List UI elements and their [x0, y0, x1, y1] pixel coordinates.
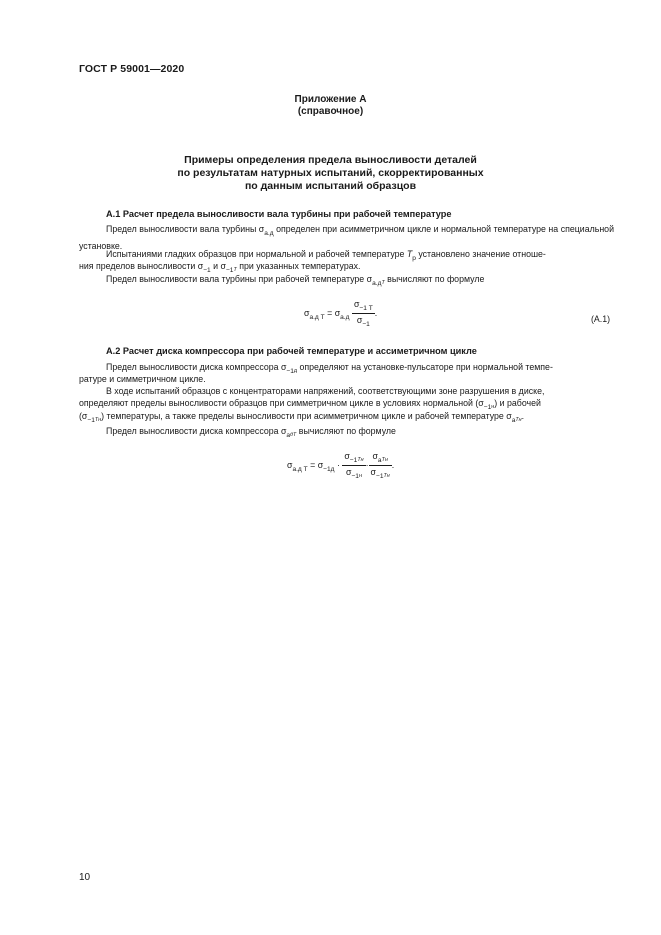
main-title-line-1: Примеры определения предела выносливости деталей — [184, 154, 477, 166]
paragraph-a2-3: Предел выносливости диска компрессора $\sigma_{адT}$ вычисляют по формуле — [106, 426, 396, 439]
paragraph-a1-3: Предел выносливости вала турбины при рабочей температуре $\sigma_{а.дT}$ вычисляют по формуле — [106, 274, 485, 287]
fraction-a2-2: $\frac{\sigma_{аTн}}{\sigma_{-1Tн}}$ — [370, 451, 390, 480]
main-title-line-2: по результатам натурных испытаний, скорректированных — [177, 167, 484, 179]
formula-a1: $\sigma_{а.д T} = \sigma_{а.д}$ $\frac{\sigma_{-1 T}}{\sigma_{-1}}$ . — [304, 299, 378, 328]
fraction-a1: $\frac{\sigma_{-1 T}}{\sigma_{-1}}$ — [353, 299, 373, 328]
fraction-a2-1: $\frac{\sigma_{-1Tн}}{\sigma_{-1н}}$ — [344, 451, 364, 480]
page-number: 10 — [79, 872, 91, 883]
paragraph-a2-2-line-2: определяют пределы выносливости образцов при симметричном цикле в условиях нормальной $(\sigma_{-1н})$ и рабочей — [79, 398, 541, 411]
equation-number-a1: (А.1) — [591, 314, 611, 324]
appendix-title: Приложение А — [294, 94, 367, 105]
formula-a2: $\sigma_{а.д T} = \sigma_{-1д}$ · $\frac{\sigma_{-1Tн}}{\sigma_{-1н}}$ · $\frac{\sigma_{аTн}}{\sigma_{-1Tн}}$ . — [287, 451, 395, 480]
section-heading-a2: А.2 Расчет диска компрессора при рабочей температуре и ассиметричном цикле — [106, 346, 477, 356]
paragraph-a2-1-line-1: Предел выносливости диска компрессора $\sigma_{-1д}$ определяют на установке-пульсаторе при нормальной темпе- — [106, 362, 553, 375]
section-heading-a1: А.1 Расчет предела выносливости вала турбины при рабочей температуре — [106, 209, 452, 219]
paragraph-a1-1: Предел выносливости вала турбины $\sigma_{а.д}$ определен при асимметричном цикле и нормальной температуре на специальной установке. — [79, 224, 614, 251]
main-title-line-3: по данным испытаний образцов — [244, 180, 417, 192]
paragraph-a1-2-line-1: Испытаниями гладких образцов при нормальной и рабочей температуре $T_р$ установлено значение отноше- — [106, 249, 546, 262]
paragraph-a2-2-line-1: В ходе испытаний образцов с концентраторами напряжений, соответствующими зоне разрушения в диске, — [106, 386, 545, 396]
appendix-subtitle: (справочное) — [297, 106, 364, 117]
paragraph-a1-2-line-2: ния пределов выносливости $\sigma_{-1}$ и $\sigma_{-1T}$ при указанных температурах. — [79, 261, 361, 274]
document-header: ГОСТ Р 59001—2020 — [79, 63, 185, 75]
paragraph-a2-1-line-2: ратуре и симметричном цикле. — [79, 374, 206, 384]
paragraph-a2-2-line-3: $(\sigma_{-1Tн})$ температуры, а также пределы выносливости при асимметричном цикле и рабочей температуре $\sigma_{аTн}$. — [79, 411, 525, 424]
